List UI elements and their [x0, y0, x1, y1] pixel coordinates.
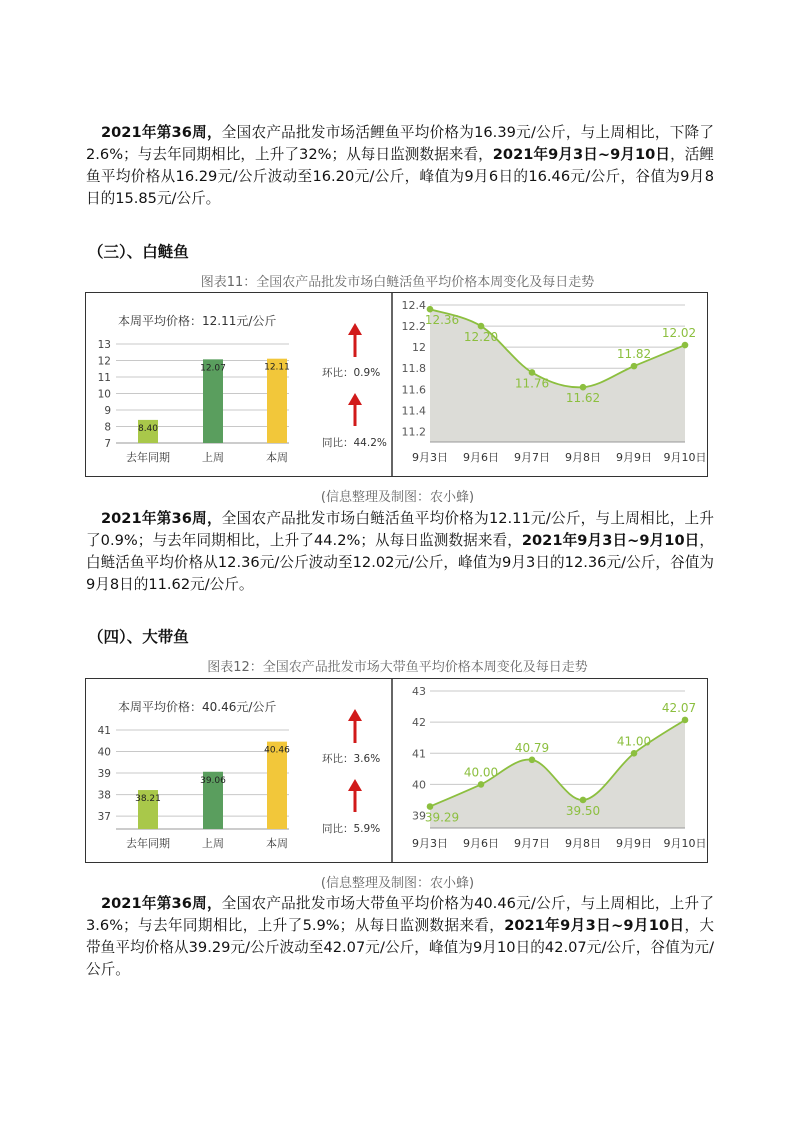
y-tick-label: 12: [97, 355, 111, 368]
y-tick-label: 42: [412, 716, 426, 730]
x-tick-label: 9月3日: [412, 451, 448, 464]
hairtail-paragraph: [86, 893, 714, 981]
data-point: [682, 342, 689, 349]
para-bold-date: 2021年9月3日~9月10日: [504, 917, 685, 934]
point-value-label: 11.62: [565, 391, 601, 406]
y-tick-label: 40: [412, 778, 426, 792]
y-tick-label: 40: [97, 746, 111, 759]
point-value-label: 39.29: [424, 810, 460, 825]
x-tick-label: 9月6日: [463, 837, 499, 850]
x-tick-label: 9月9日: [616, 451, 652, 464]
y-tick-label: 13: [97, 339, 111, 351]
category-label: 去年同期: [126, 837, 170, 850]
x-tick-label: 9月7日: [514, 837, 550, 850]
chart-canvas-12: [86, 679, 707, 862]
point-value-label: 40.00: [463, 765, 499, 780]
yoy-up-arrow-head: [348, 779, 362, 791]
point-value-label: 39.50: [565, 803, 601, 818]
category-label: 去年同期: [126, 451, 170, 464]
data-point: [631, 750, 638, 757]
data-point: [580, 797, 587, 804]
data-point: [427, 803, 434, 810]
y-tick-label: 11.6: [401, 383, 426, 397]
x-tick-label: 9月3日: [412, 837, 448, 850]
point-value-label: 40.79: [514, 740, 550, 755]
y-tick-label: 37: [97, 811, 111, 824]
point-value-label: 41.00: [616, 734, 652, 749]
data-point: [427, 306, 434, 313]
y-tick-label: 43: [412, 685, 426, 698]
y-tick-label: 11.8: [401, 362, 426, 376]
bar-value-label: 12.11: [264, 362, 290, 373]
section-heading-silver-carp: （三）、白鲢鱼: [88, 243, 189, 261]
mom-up-arrow-head: [348, 323, 362, 335]
bar-value-label: 8.40: [137, 423, 159, 434]
y-tick-label: 39: [97, 768, 111, 781]
y-tick-label: 7: [104, 438, 111, 450]
avg-price-label: 本周平均价格：12.11元/公斤: [118, 314, 277, 328]
chart-figure-11: [85, 292, 708, 477]
figure-caption-12: (信息整理及制图：农小蜂): [320, 876, 475, 891]
para-bold-lead: 2021年第36周，: [101, 124, 222, 141]
y-tick-label: 41: [97, 725, 111, 737]
figure-caption-11: (信息整理及制图：农小蜂): [320, 490, 475, 505]
mom-up-arrow-head: [348, 709, 362, 721]
silver-carp-paragraph: [86, 508, 714, 596]
data-point: [478, 781, 485, 788]
para-text: 全国农产品批发市场白鲢活鱼平均价格为12.11元/公斤，与上周相比，上升了0.9%；与去年同期相比，上升了44.2%；从每日监测数据来看，: [86, 510, 714, 549]
data-point: [682, 717, 689, 724]
data-point: [529, 757, 536, 764]
point-value-label: 12.36: [424, 313, 460, 328]
data-point: [478, 323, 485, 330]
yoy-label: 同比：5.9%: [322, 823, 381, 835]
mom-label: 环比：3.6%: [322, 753, 381, 765]
y-tick-label: 12.4: [401, 299, 426, 312]
point-value-label: 12.02: [661, 326, 697, 341]
figure-title-12: 图表12：全国农产品批发市场大带鱼平均价格本周变化及每日走势: [207, 660, 588, 675]
y-tick-label: 10: [97, 388, 111, 401]
point-value-label: 11.76: [514, 376, 550, 391]
bar-value-label: 39.06: [200, 775, 226, 786]
point-value-label: 11.82: [616, 347, 652, 362]
category-label: 上周: [202, 837, 224, 850]
x-tick-label: 9月9日: [616, 837, 652, 850]
figure-title-11: 图表11：全国农产品批发市场白鲢活鱼平均价格本周变化及每日走势: [200, 275, 595, 290]
category-label: 上周: [202, 451, 224, 464]
bar-value-label: 38.21: [135, 794, 161, 805]
y-tick-label: 9: [104, 405, 111, 417]
para-bold-lead: 2021年第36周，: [101, 895, 222, 912]
para-text: ，活鲤鱼平均价格从16.29元/公斤波动至16.20元/公斤，峰值为9月6日的16.46元/公斤，谷值为9月8日的15.85元/公斤。: [86, 146, 714, 207]
para-text: ，大带鱼平均价格从39.29元/公斤波动至42.07元/公斤，峰值为9月10日的42.07元/公斤，谷值为元/公斤。: [86, 917, 714, 978]
data-point: [631, 363, 638, 370]
para-text: ，白鲢活鱼平均价格从12.36元/公斤波动至12.02元/公斤，峰值为9月3日的12.36元/公斤，谷值为9月8日的11.62元/公斤。: [86, 532, 714, 593]
x-tick-label: 9月7日: [514, 451, 550, 464]
y-tick-label: 39: [412, 809, 426, 823]
y-tick-label: 12: [412, 341, 426, 355]
chart-canvas-11: [86, 293, 707, 476]
y-tick-label: 8: [104, 421, 111, 434]
mom-label: 环比：0.9%: [322, 367, 381, 379]
x-tick-label: 9月10日: [663, 451, 707, 464]
category-label: 本周: [266, 837, 288, 850]
x-tick-label: 9月6日: [463, 451, 499, 464]
data-point: [580, 384, 587, 391]
section-heading-hairtail: （四）、大带鱼: [88, 628, 189, 646]
bar-value-label: 12.07: [200, 363, 226, 374]
y-tick-label: 41: [412, 747, 426, 761]
x-tick-label: 9月8日: [565, 451, 601, 464]
x-tick-label: 9月8日: [565, 837, 601, 850]
y-tick-label: 12.2: [401, 320, 426, 334]
x-tick-label: 9月10日: [663, 837, 707, 850]
carp-paragraph: [86, 122, 714, 210]
yoy-up-arrow-head: [348, 393, 362, 405]
data-point: [529, 369, 536, 376]
avg-price-label: 本周平均价格：40.46元/公斤: [118, 700, 277, 714]
para-text: 全国农产品批发市场活鲤鱼平均价格为16.39元/公斤，与上周相比，下降了2.6%；与去年同期相比，上升了32%；从每日监测数据来看，: [86, 124, 714, 163]
para-bold-lead: 2021年第36周，: [101, 510, 222, 527]
y-tick-label: 11: [97, 372, 111, 384]
chart-figure-12: [85, 678, 708, 863]
y-tick-label: 11.2: [401, 425, 426, 439]
bar-value-label: 40.46: [264, 745, 290, 756]
category-label: 本周: [266, 451, 288, 464]
yoy-label: 同比：44.2%: [322, 437, 387, 449]
para-bold-date: 2021年9月3日~9月10日: [492, 146, 671, 163]
point-value-label: 12.20: [463, 330, 499, 345]
y-tick-label: 38: [97, 789, 111, 802]
para-text: 全国农产品批发市场大带鱼平均价格为40.46元/公斤，与上周相比，上升了3.6%；与去年同期相比，上升了5.9%；从每日监测数据来看，: [86, 895, 714, 934]
point-value-label: 42.07: [661, 700, 697, 715]
para-bold-date: 2021年9月3日~9月10日: [521, 532, 700, 549]
y-tick-label: 11.4: [401, 404, 426, 418]
